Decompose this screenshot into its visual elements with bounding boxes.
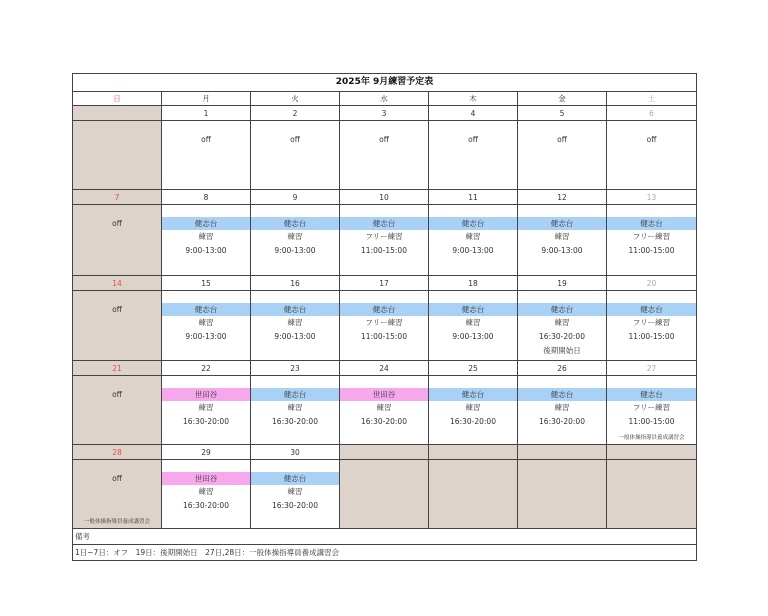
day-cell (607, 291, 697, 361)
off-label: off (201, 135, 211, 144)
off-label: off (290, 135, 300, 144)
practice-type: 練習 (554, 318, 570, 327)
weekday-header: 火 (251, 92, 340, 106)
event-note: 一般体操指導員養成講習会 (83, 519, 150, 525)
date-cell: 1 (162, 106, 251, 121)
date-cell: 7 (73, 190, 162, 205)
date-cell: 18 (429, 276, 518, 291)
off-label: off (646, 135, 657, 144)
day-cell (162, 460, 251, 529)
location-label: 健志台 (607, 303, 696, 316)
location-label: 健志台 (251, 303, 339, 316)
date-cell: 6 (607, 106, 697, 121)
schedule-row (73, 376, 697, 445)
schedule-row (73, 121, 697, 190)
day-cell (518, 376, 607, 445)
practice-type: 練習 (287, 487, 303, 496)
date-cell: 25 (429, 361, 518, 376)
schedule-row (73, 291, 697, 361)
date-cell (429, 445, 518, 460)
practice-type: 練習 (198, 232, 214, 241)
location-label: 健志台 (429, 303, 517, 316)
day-cell (429, 121, 518, 190)
date-cell: 27 (607, 361, 697, 376)
date-cell: 22 (162, 361, 251, 376)
date-cell: 19 (518, 276, 607, 291)
day-cell (429, 205, 518, 276)
practice-time: 16:30-20:00 (361, 417, 407, 426)
practice-time: 9:00-13:00 (452, 332, 494, 341)
date-cell: 14 (73, 276, 162, 291)
day-cell (429, 376, 518, 445)
location-label: 健志台 (251, 472, 339, 485)
date-cell: 3 (340, 106, 429, 121)
location-label: 健志台 (162, 303, 250, 316)
location-label: 健志台 (251, 388, 339, 401)
practice-type: フリー練習 (632, 318, 671, 327)
extra-note: 後期開始日 (543, 346, 581, 355)
off-label: off (112, 474, 122, 483)
schedule-table (72, 73, 697, 561)
day-cell (518, 291, 607, 361)
date-cell: 11 (429, 190, 518, 205)
practice-type: 練習 (376, 403, 392, 412)
practice-time: 9:00-13:00 (185, 246, 227, 255)
practice-time: 16:30-20:00 (272, 417, 318, 426)
date-cell (73, 106, 162, 121)
date-cell: 26 (518, 361, 607, 376)
practice-type: 練習 (287, 403, 303, 412)
practice-type: フリー練習 (365, 318, 403, 327)
day-cell (607, 460, 697, 529)
day-cell (340, 291, 429, 361)
day-cell (251, 376, 340, 445)
practice-time: 16:30-20:00 (183, 501, 229, 510)
practice-time: 16:30-20:00 (272, 501, 318, 510)
day-cell (251, 121, 340, 190)
date-cell: 23 (251, 361, 340, 376)
date-row (73, 190, 697, 205)
off-label: off (557, 135, 567, 144)
practice-time: 9:00-13:00 (185, 332, 227, 341)
date-cell: 24 (340, 361, 429, 376)
day-cell (73, 291, 162, 361)
location-label: 世田谷 (340, 388, 428, 401)
location-label: 健志台 (251, 217, 339, 230)
location-label: 健志台 (607, 388, 696, 401)
day-cell (162, 205, 251, 276)
practice-type: フリー練習 (632, 403, 671, 412)
weekday-header: 土 (607, 92, 697, 106)
practice-time: 11:00-15:00 (361, 332, 407, 341)
practice-type: 練習 (198, 403, 214, 412)
day-cell (251, 205, 340, 276)
practice-time: 9:00-13:00 (274, 246, 316, 255)
date-cell: 13 (607, 190, 697, 205)
off-label: off (112, 219, 122, 228)
practice-type: 練習 (465, 318, 481, 327)
day-cell (518, 460, 607, 529)
weekday-header: 水 (340, 92, 429, 106)
practice-type: フリー練習 (365, 232, 403, 241)
day-cell (607, 121, 697, 190)
schedule-row (73, 460, 697, 529)
date-cell: 21 (73, 361, 162, 376)
schedule-row (73, 205, 697, 276)
practice-type: 練習 (287, 318, 303, 327)
date-cell: 29 (162, 445, 251, 460)
practice-type: 練習 (554, 232, 570, 241)
notes-text: 1日~7日：オフ 19日：後期開始日 27日,28日：一般体操指導員養成講習会 (73, 545, 697, 561)
weekday-header: 月 (162, 92, 251, 106)
date-cell: 30 (251, 445, 340, 460)
practice-time: 16:30-20:00 (539, 417, 585, 426)
day-cell (73, 121, 162, 190)
day-cell (429, 291, 518, 361)
practice-type: 練習 (465, 403, 481, 412)
location-label: 健志台 (340, 303, 428, 316)
practice-type: 練習 (465, 232, 481, 241)
date-cell: 20 (607, 276, 697, 291)
date-cell: 17 (340, 276, 429, 291)
practice-time: 9:00-13:00 (541, 246, 583, 255)
day-cell (251, 291, 340, 361)
practice-time: 9:00-13:00 (274, 332, 316, 341)
day-cell (607, 376, 697, 445)
date-cell (340, 445, 429, 460)
day-cell (162, 376, 251, 445)
date-cell: 16 (251, 276, 340, 291)
day-cell (518, 121, 607, 190)
day-cell (162, 121, 251, 190)
date-row (73, 276, 697, 291)
practice-time: 11:00-15:00 (628, 332, 675, 341)
day-cell (73, 460, 162, 529)
day-cell (340, 205, 429, 276)
practice-time: 9:00-13:00 (452, 246, 494, 255)
location-label: 世田谷 (162, 472, 250, 485)
day-cell (518, 205, 607, 276)
location-label: 健志台 (162, 217, 250, 230)
date-cell: 28 (73, 445, 162, 460)
date-cell: 4 (429, 106, 518, 121)
day-cell (340, 376, 429, 445)
date-cell: 15 (162, 276, 251, 291)
practice-type: 練習 (554, 403, 570, 412)
weekday-header: 日 (73, 92, 162, 106)
day-cell (340, 460, 429, 529)
date-cell (607, 445, 697, 460)
off-label: off (468, 135, 478, 144)
date-row (73, 106, 697, 121)
date-row (73, 445, 697, 460)
day-cell (429, 460, 518, 529)
location-label: 健志台 (518, 303, 606, 316)
date-cell: 9 (251, 190, 340, 205)
day-cell (73, 205, 162, 276)
location-label: 健志台 (607, 217, 696, 230)
date-row (73, 361, 697, 376)
practice-type: フリー練習 (632, 232, 671, 241)
weekday-header: 木 (429, 92, 518, 106)
location-label: 健志台 (518, 388, 606, 401)
day-cell (73, 376, 162, 445)
date-cell (518, 445, 607, 460)
location-label: 世田谷 (162, 388, 250, 401)
day-cell (607, 205, 697, 276)
location-label: 健志台 (429, 388, 517, 401)
weekday-header: 金 (518, 92, 607, 106)
practice-type: 練習 (198, 318, 214, 327)
practice-time: 11:00-15:00 (361, 246, 407, 255)
off-label: off (112, 305, 122, 314)
date-cell: 2 (251, 106, 340, 121)
practice-time: 16:30-20:00 (539, 332, 585, 341)
practice-time: 16:30-20:00 (450, 417, 496, 426)
practice-time: 11:00-15:00 (628, 246, 675, 255)
location-label: 健志台 (340, 217, 428, 230)
date-cell: 8 (162, 190, 251, 205)
day-cell (162, 291, 251, 361)
practice-time: 16:30-20:00 (183, 417, 229, 426)
event-note: 一般体操指導員養成講習会 (618, 435, 685, 441)
day-cell (251, 460, 340, 529)
location-label: 健志台 (429, 217, 517, 230)
date-cell: 10 (340, 190, 429, 205)
practice-time: 11:00-15:00 (628, 417, 675, 426)
practice-type: 練習 (287, 232, 303, 241)
notes-label: 備考 (73, 529, 697, 545)
practice-type: 練習 (198, 487, 214, 496)
date-cell: 5 (518, 106, 607, 121)
off-label: off (379, 135, 389, 144)
day-cell (340, 121, 429, 190)
schedule-title: 2025年 9月練習予定表 (73, 74, 697, 92)
off-label: off (112, 390, 122, 399)
date-cell: 12 (518, 190, 607, 205)
location-label: 健志台 (518, 217, 606, 230)
